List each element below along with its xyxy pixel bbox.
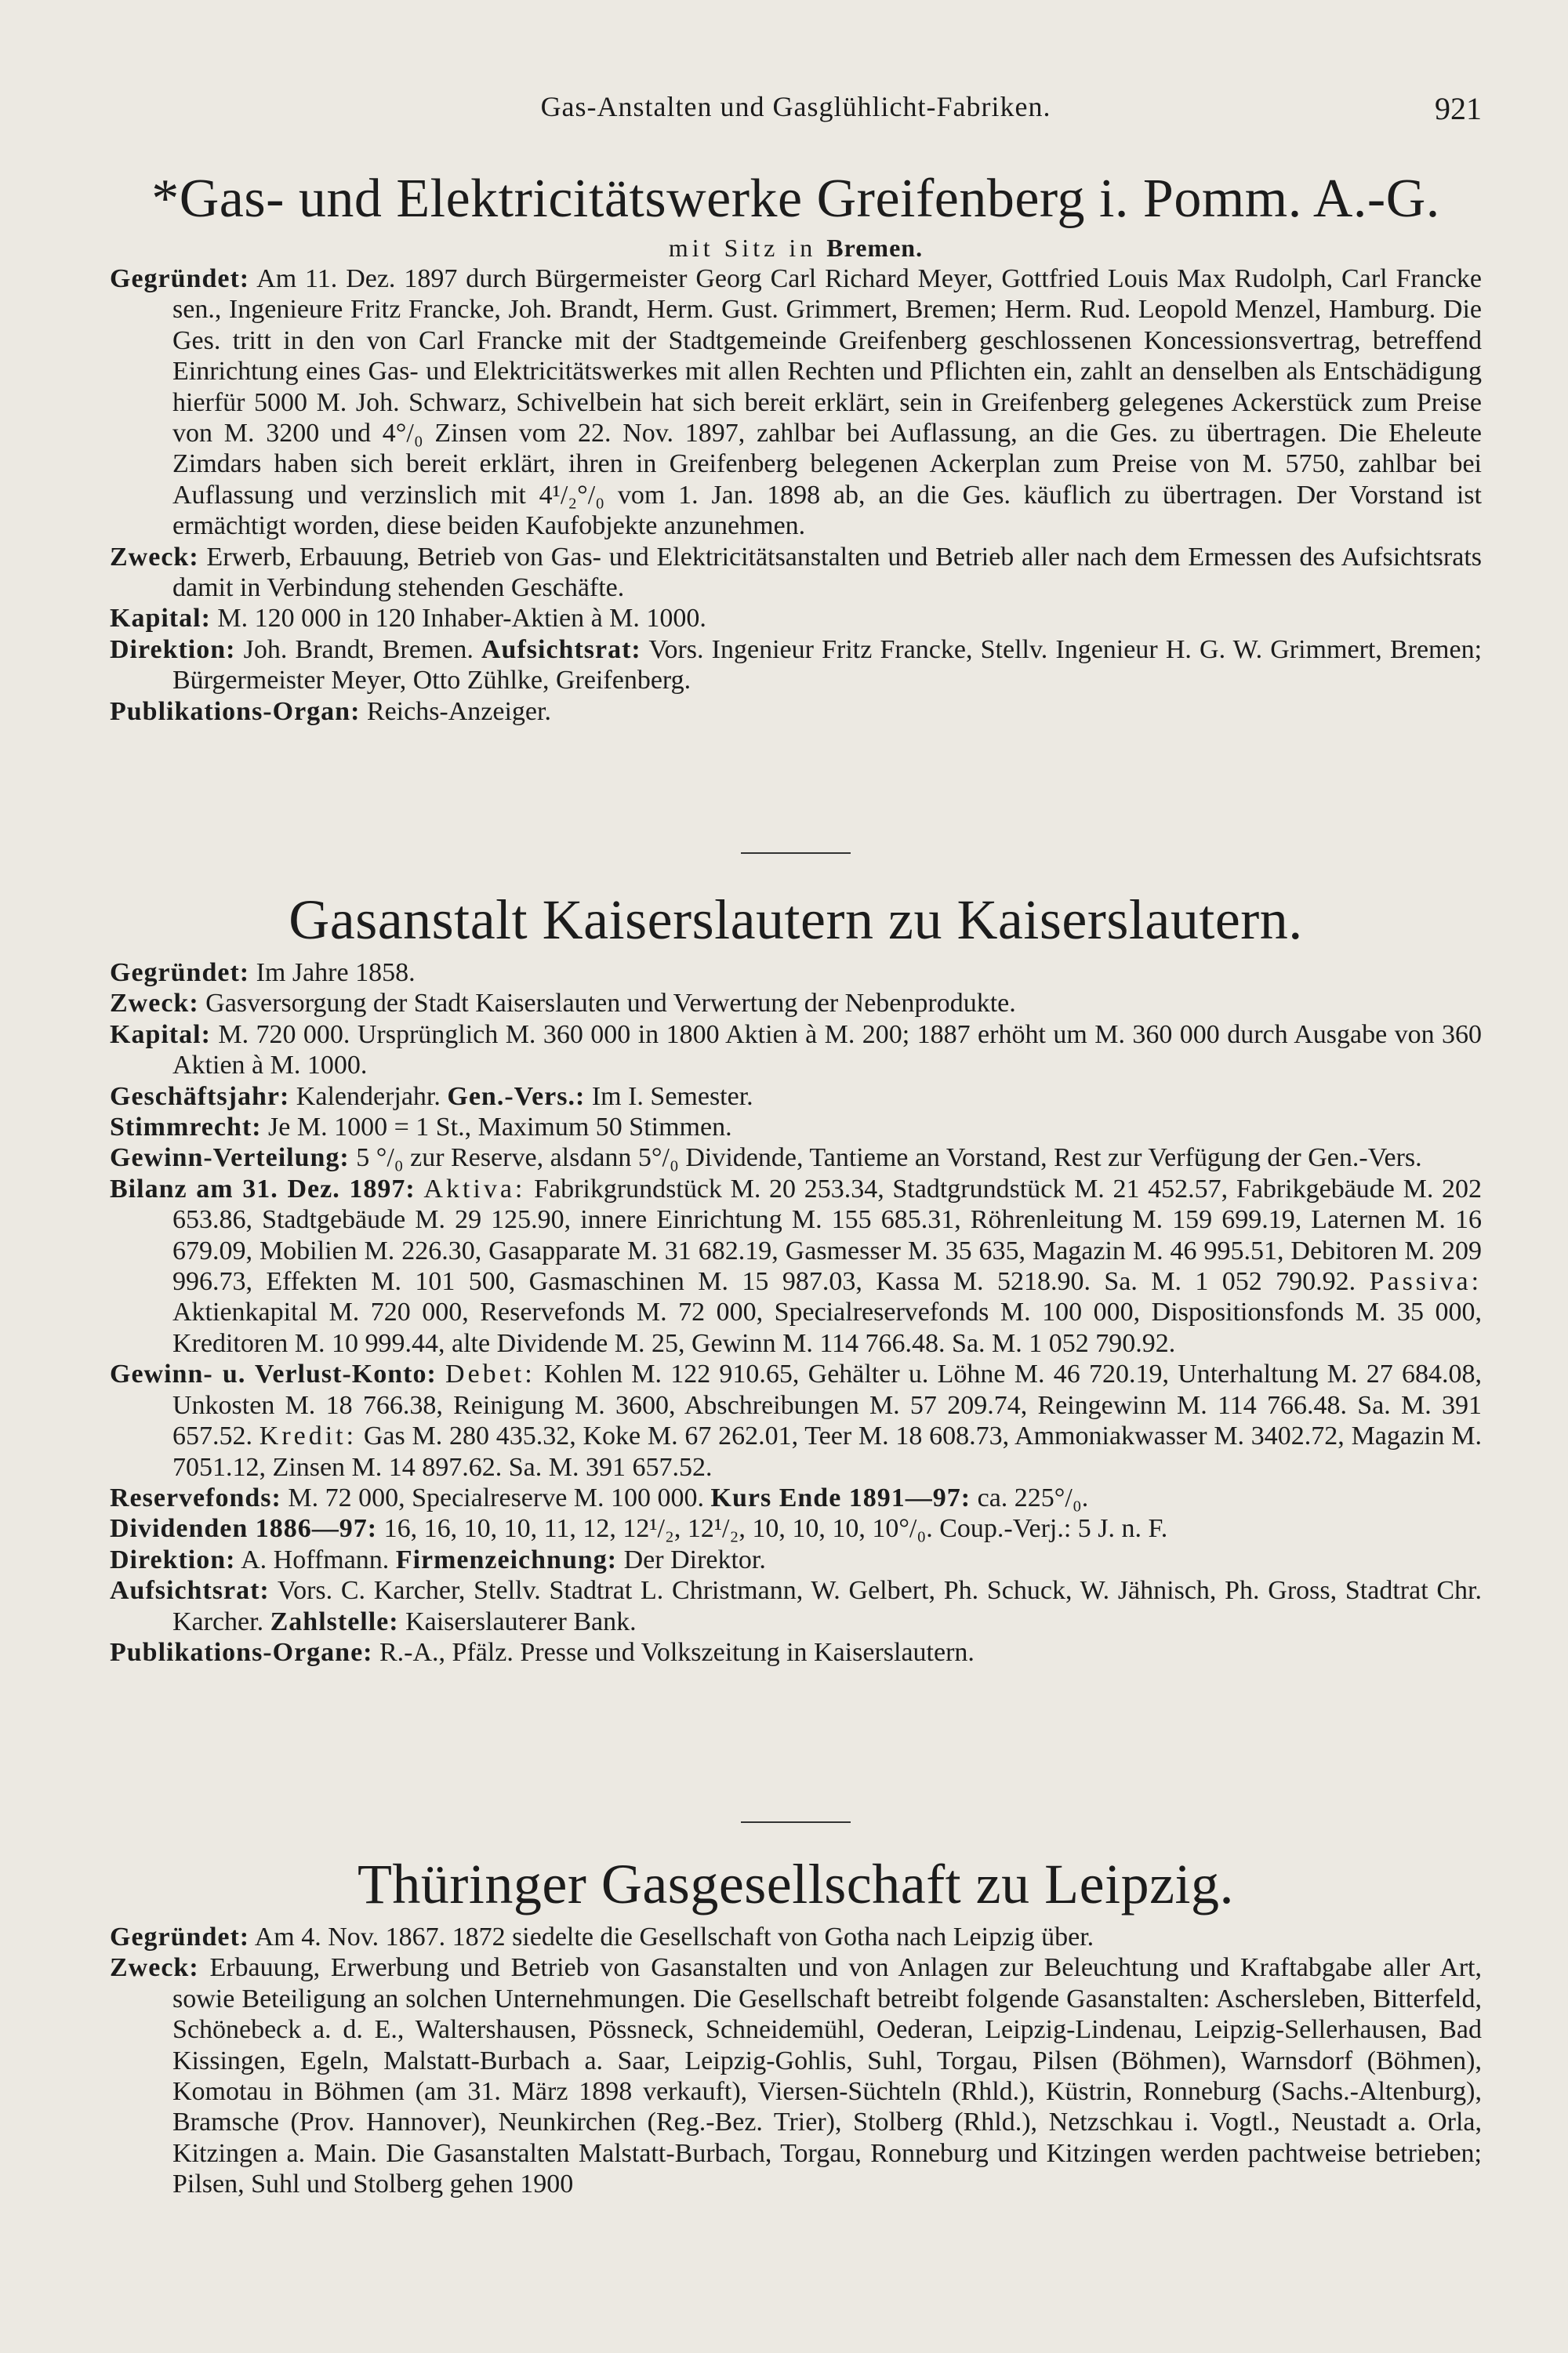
entry-zweck: Zweck: Erwerb, Erbauung, Betrieb von Gas- und Elektricitätsanstalten und Betrieb aller nach dem Ermessen des Aufsichtsrats damit in Verbindung stehenden Geschäfte.	[110, 542, 1482, 603]
section-title: Gasanstalt Kaiserslautern zu Kaiserslautern.	[289, 888, 1303, 951]
section-subtitle	[110, 232, 1482, 263]
entry-kapital: Kapital: M. 720 000. Ursprünglich M. 360 000 in 1800 Aktien à M. 200; 1887 erhöht um M. 360 000 durch Ausgabe von 360 Aktien à M. 1000.	[110, 1019, 1483, 1080]
entry-zweck: Zweck: Gasversorgung der Stadt Kaiserslauten und Verwertung der Nebenprodukte.	[110, 989, 1016, 1019]
entry-bilanz: Bilanz am 31. Dez. 1897: Aktiva: Fabrikgrundstück M. 20 253.34, Stadtgrundstück M. 21 452.57, Fabrikgebäude M. 202 653.86, Stadtgebäude M. 29 125.90, innere Einrichtung M. 155 685.31, Röhrenleitung M. 159 699.19, Laternen M. 16 679.09, Mobilien M. 226.30, Gasapparate M. 31 682.19, Gasmesser M. 35 635, Magazin M. 46 995.51, Debitoren M. 209 996.73, Effekten M. 101 500, Gasmaschinen M. 15 987.03, Kassa M. 5218.90. Sa. M. 1 052 790.92. Passiva: Aktienkapital M. 720 000, Reservefonds M. 72 000, Specialreservefonds M. 100 000, Dispositionsfonds M. 35 000, Kreditoren M. 10 999.44, alte Dividende M. 25, Gewinn M. 114 766.48. Sa. M. 1 052 790.92.	[110, 1174, 1483, 1358]
page-number: 921	[1435, 91, 1482, 126]
entry-direktion: Direktion: A. Hoffmann. Firmenzeichnung: Der Direktor.	[110, 1545, 766, 1574]
section-title: *Gas- und Elektricitätswerke Greifenberg i. Pomm. A.-G.	[151, 169, 1440, 229]
entry-gewinn-verteilung: Gewinn-Verteilung: 5 °/₀ zur Reserve, alsdann 5°/₀ Dividende, Tantieme an Vorstand, Rest zur Verfügung der Gen.-Vers.	[110, 1143, 1422, 1173]
section-greifenberg	[110, 166, 1482, 727]
section-kaiserslautern	[110, 887, 1482, 1668]
section-thueringer	[110, 1851, 1482, 2200]
page-header	[110, 90, 1482, 129]
entry-gegruendet: Gegründet: Am 11. Dez. 1897 durch Bürgermeister Georg Carl Richard Meyer, Gottfried Louis Max Rudolph, Carl Francke sen., Ingenieure Fritz Francke, Joh. Brandt, Herm. Gust. Grimmert, Bremen; Herm. Rud. Leopold Menzel, Hamburg. Die Ges. tritt in den von Carl Francke mit der Stadtgemeinde Greifenberg geschlossenen Koncessionsvertrag, betreffend Einrichtung eines Gas- und Elektricitätswerkes mit allen Rechten und Pflichten ein, zahlt an denselben als Entschädigung hierfür 5000 M. Joh. Schwarz, Schivelbein hat sich bereit erklärt, sein in Greifenberg gelegenes Ackerstück zum Preise von M. 3200 und 4°/₀ Zinsen vom 22. Nov. 1897, zahlbar bei Auflassung, an die Ges. zu übertragen. Die Eheleute Zimdars haben sich bereit erklärt, ihren in Greifenberg belegenen Ackerplan zum Preise von M. 5750, zahlbar bei Auflassung und verzinslich mit 4¹/₂°/₀ vom 1. Jan. 1898 ab, an die Ges. käuflich zu übertragen. Der Vorstand ist ermächtigt worden, diese beiden Kaufobjekte anzunehmen.	[110, 264, 1483, 541]
entry-publikation: Publikations-Organ: Reichs-Anzeiger.	[110, 696, 551, 726]
subtitle-prefix: mit Sitz in	[668, 234, 817, 262]
separator-rule	[110, 852, 1482, 854]
entry-gegruendet: Gegründet: Am 4. Nov. 1867. 1872 siedelte die Gesellschaft von Gotha nach Leipzig über.	[110, 1923, 1094, 1952]
entry-aufsichtsrat: Aufsichtsrat: Vors. C. Karcher, Stellv. Stadtrat L. Christmann, W. Gelbert, Ph. Schuck, W. Jähnisch, Ph. Gross, Stadtrat Chr. Karcher. Zahlstelle: Kaiserslauterer Bank.	[110, 1576, 1483, 1636]
entry-reservefonds: Reservefonds: M. 72 000, Specialreserve M. 100 000. Kurs Ende 1891—97: ca. 225°/₀.	[110, 1483, 1089, 1512]
entry-gewinn-verlust: Gewinn- u. Verlust-Konto: Debet: Kohlen M. 122 910.65, Gehälter u. Löhne M. 46 720.19, Unterhaltung M. 27 684.08, Unkosten M. 18 766.38, Reinigung M. 3600, Abschreibungen M. 57 209.74, Reingewinn M. 114 766.48. Sa. M. 391 657.52. Kredit: Gas M. 280 435.32, Koke M. 67 262.01, Teer M. 18 608.73, Ammoniakwasser M. 3402.72, Magazin M. 7051.12, Zinsen M. 14 897.62. Sa. M. 391 657.52.	[110, 1360, 1483, 1482]
entry-kapital: Kapital: M. 120 000 in 120 Inhaber-Aktien à M. 1000.	[110, 604, 706, 634]
entry-dividenden: Dividenden 1886—97: 16, 16, 10, 10, 11, 12, 12¹/₂, 12¹/₂, 10, 10, 10, 10°/₀. Coup.-Verj.: 5 J. n. F.	[110, 1514, 1168, 1544]
separator-rule	[110, 1821, 1482, 1823]
entry-direktion: Direktion: Joh. Brandt, Bremen. Aufsichtsrat: Vors. Ingenieur Fritz Francke, Stellv. Ingenieur H. G. W. Grimmert, Bremen; Bürgermeister Meyer, Otto Zühlke, Greifenberg.	[110, 634, 1483, 695]
entry-publikation: Publikations-Organe: R.-A., Pfälz. Presse und Volkszeitung in Kaiserslautern.	[110, 1637, 975, 1667]
entry-gegruendet: Gegründet: Im Jahre 1858.	[110, 958, 416, 987]
subtitle-city: Bremen.	[826, 234, 924, 262]
entry-geschaeftsjahr: Geschäftsjahr: Kalenderjahr. Gen.-Vers.: Im I. Semester.	[110, 1081, 753, 1111]
entry-stimmrecht: Stimmrecht: Je M. 1000 = 1 St., Maximum 50 Stimmen.	[110, 1113, 732, 1142]
section-title: Thüringer Gasgesellschaft zu Leipzig.	[357, 1853, 1235, 1915]
entry-zweck: Zweck: Erbauung, Erwerbung und Betrieb von Gasanstalten und von Anlagen zur Beleuchtung und Kraftabgabe aller Art, sowie Beteiligung an solchen Unternehmungen. Die Gesellschaft betreibt folgende Gasanstalten: Aschersleben, Bitterfeld, Schönebeck a. d. E., Waltershausen, Pössneck, Schneidemühl, Oederan, Leipzig-Lindenau, Leipzig-Sellerhausen, Bad Kissingen, Egeln, Malstatt-Burbach a. Saar, Leipzig-Gohlis, Suhl, Torgau, Pilsen (Böhmen), Warnsdorf (Böhmen), Komotau in Böhmen (am 31. März 1898 verkauft), Viersen-Süchteln (Rhld.), Küstrin, Ronneburg (Sachs.-Altenburg), Bramsche (Prov. Hannover), Neunkirchen (Reg.-Bez. Trier), Stolberg (Rhld.), Netzschkau i. Vogtl., Neustadt a. Orla, Kitzingen a. Main. Die Gasanstalten Malstatt-Burbach, Torgau, Ronneburg und Kitzingen werden pachtweise betrieben; Pilsen, Suhl und Stolberg gehen 1900	[110, 1953, 1482, 2199]
running-head: Gas-Anstalten und Gasglühlicht-Fabriken.	[540, 91, 1051, 122]
